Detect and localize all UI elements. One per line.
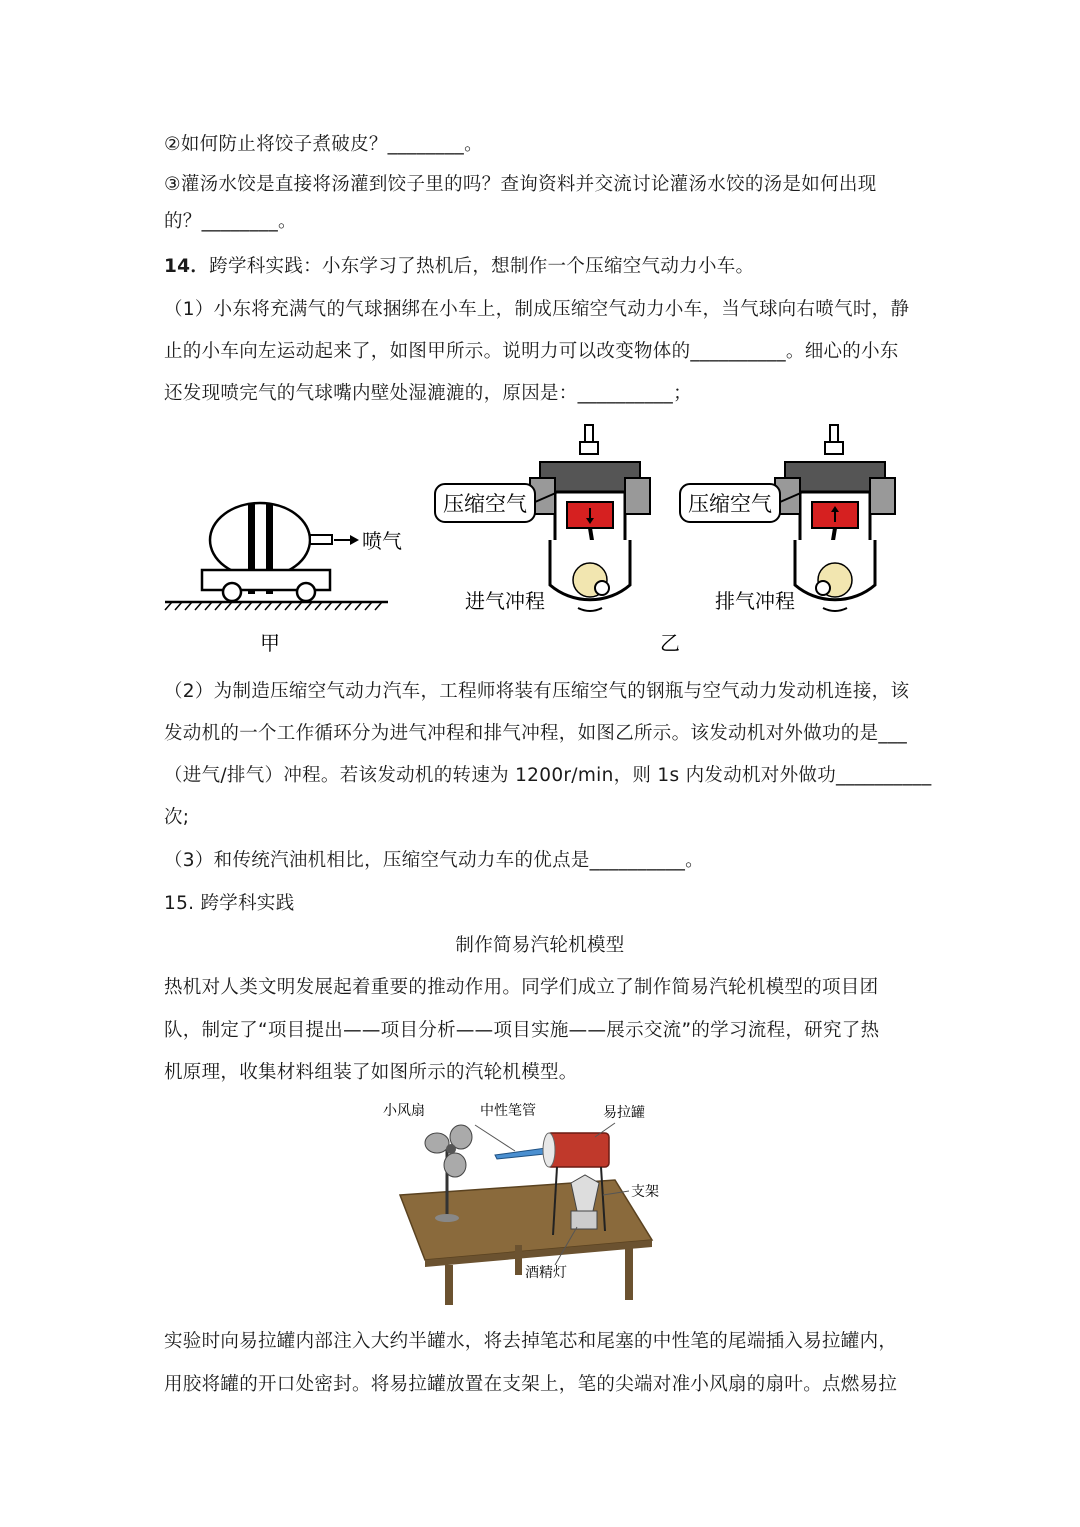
q15-heading: 15. 跨学科实践 — [164, 893, 295, 914]
q13-sub3-line2: 的？________。 — [164, 211, 297, 232]
q14-p2-line4: 次; — [164, 807, 190, 828]
engine-intake-figure — [435, 425, 650, 613]
q14-intro-text: 跨学科实践：小东学习了热机后，想制作一个压缩空气动力小车。 — [209, 256, 755, 277]
compressed-air-label-2: 压缩空气 — [688, 492, 772, 516]
can-label: 易拉罐 — [603, 1105, 645, 1121]
q15-para1-line1: 热机对人类文明发展起着重要的推动作用。同学们成立了制作简易汽轮机模型的项目团 — [164, 977, 879, 998]
q14-figure — [160, 420, 940, 665]
balloon-car-figure — [165, 503, 402, 655]
jet-label: 喷气 — [362, 529, 402, 553]
exhaust-stroke-label: 排气冲程 — [715, 589, 795, 613]
q14-p1-line1: （1）小东将充满气的气球捆绑在小车上，制成压缩空气动力小车，当气球向右喷气时，静 — [164, 299, 910, 320]
compressed-air-label-1: 压缩空气 — [443, 492, 527, 516]
stand-label: 支架 — [631, 1184, 659, 1200]
q15-para1-line3: 机原理，收集材料组装了如图所示的汽轮机模型。 — [164, 1062, 578, 1083]
q13-sub2: ②如何防止将饺子煮破皮？________。 — [164, 134, 483, 155]
fig-label-yi: 乙 — [660, 631, 680, 655]
intake-stroke-label: 进气冲程 — [465, 589, 545, 613]
q14-p1-line3: 还发现喷完气的气球嘴内壁处湿漉漉的，原因是：__________； — [164, 383, 692, 404]
fig-label-jia: 甲 — [260, 631, 280, 655]
q15-para2-line2: 用胶将罐的开口处密封。将易拉罐放置在支架上，笔的尖端对准小风扇的扇叶。点燃易拉 — [164, 1374, 898, 1395]
pen-label: 中性笔管 — [480, 1103, 536, 1119]
q14-p1-line2: 止的小车向左运动起来了，如图甲所示。说明力可以改变物体的__________。细心的小东 — [164, 341, 899, 362]
turbine-model-figure — [375, 1095, 675, 1305]
engine-exhaust-figure — [680, 425, 895, 613]
q15-para1-line2: 队，制定了“项目提出——项目分析——项目实施——展示交流”的学习流程，研究了热 — [164, 1020, 880, 1041]
q14-p2-line2: 发动机的一个工作循环分为进气冲程和排气冲程，如图乙所示。该发动机对外做功的是___ — [164, 723, 908, 744]
q14-p2-line3: （进气/排气）冲程。若该发动机的转速为 1200r/min，则 1s 内发动机对外做功__________ — [164, 765, 932, 786]
q14-intro — [164, 252, 754, 278]
lamp-label: 酒精灯 — [525, 1265, 567, 1281]
fan-label: 小风扇 — [383, 1103, 425, 1119]
q13-sub3-line1: ③灌汤水饺是直接将汤灌到饺子里的吗？查询资料并交流讨论灌汤水饺的汤是如何出现 — [164, 174, 877, 195]
q14-p3: （3）和传统汽油机相比，压缩空气动力车的优点是__________。 — [164, 850, 704, 871]
q14-p2-line1: （2）为制造压缩空气动力汽车，工程师将装有压缩空气的钢瓶与空气动力发动机连接，该 — [164, 681, 910, 702]
q15-para2-line1: 实验时向易拉罐内部注入大约半罐水，将去掉笔芯和尾塞的中性笔的尾端插入易拉罐内， — [164, 1331, 898, 1352]
q15-title: 制作简易汽轮机模型 — [455, 935, 625, 956]
q14-number: 14． — [164, 256, 210, 277]
